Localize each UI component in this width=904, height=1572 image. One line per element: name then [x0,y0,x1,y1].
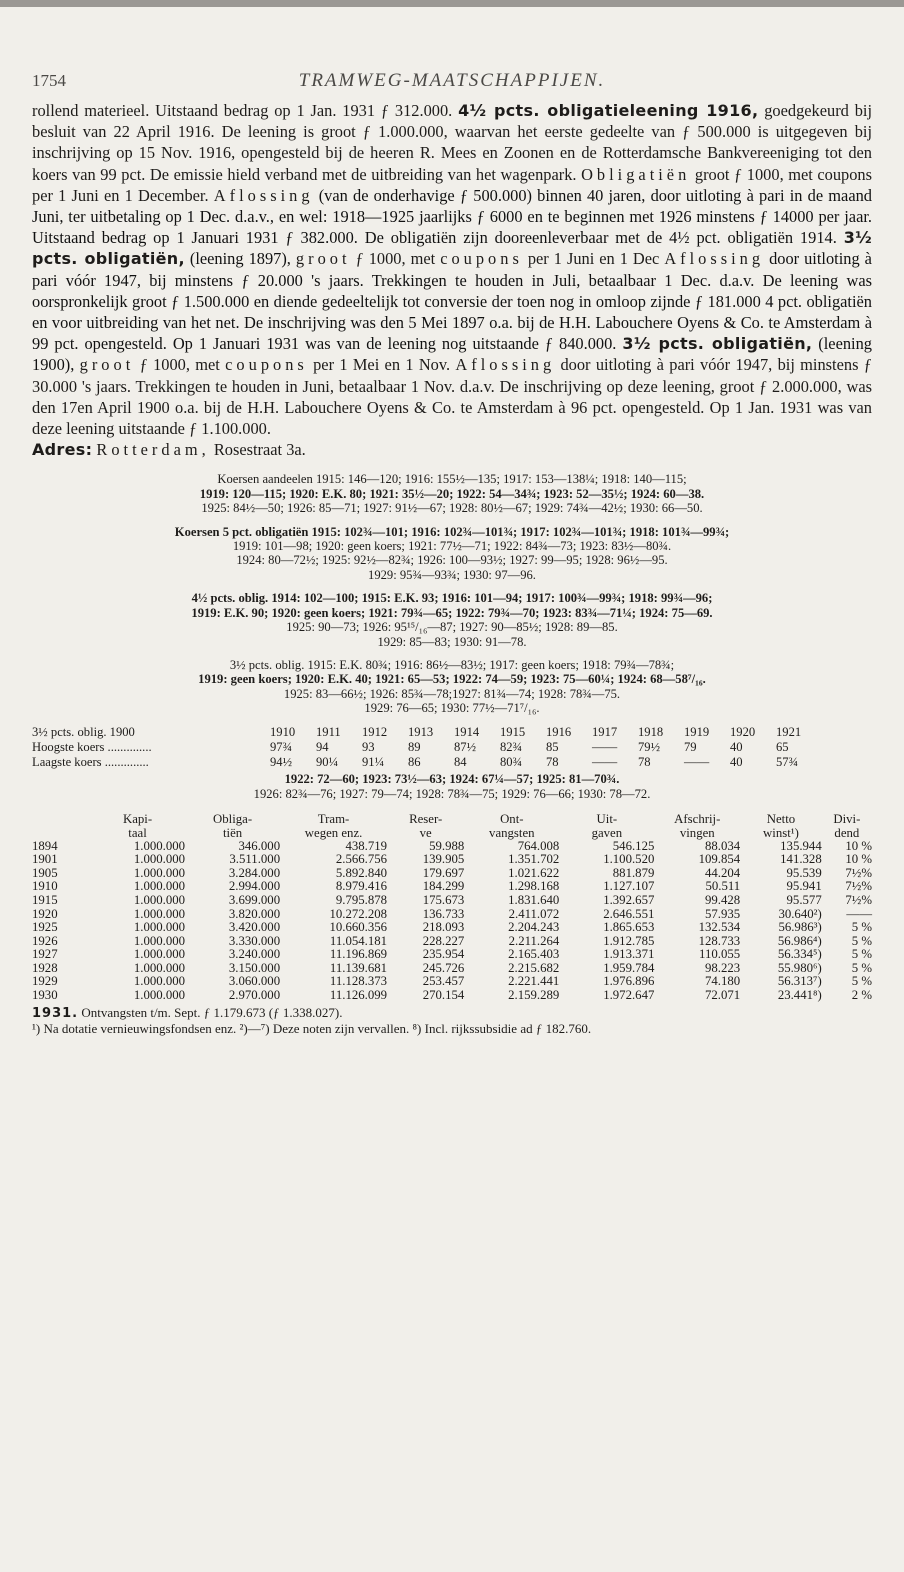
fin-value-cell: 1.972.647 [603,988,655,1003]
para-obligatien: groot ƒ 1000, met coupons per 1 Juni en 1 December. [32,164,873,205]
quote-line: Koersen 5 pct. obligatiën 1915: 102¾—101; 1916: 102¾—101¾; 1917: 102¾—101¾; 1918: 101¾—99¾; [174,524,730,539]
fin-value-cell: 270.154 [422,988,465,1003]
text-coupon-dates: per 1 Juni en 1 Dec [527,249,660,269]
fin-value-cell: 9.795.878 [335,892,388,907]
laagste-label: Laagste koers .............. [32,754,149,769]
quote-line: 1929: 76—65; 1930: 77½—71⁷/₁₆. [364,701,540,716]
financial-body [32,840,872,1003]
foot-ontvangsten: Ontvangsten t/m. Sept. ƒ 1.179.673 (ƒ 1.338.027). [81,1004,343,1020]
fin-value-cell: 3.511.000 [229,852,281,867]
fin-value-cell: 5 % [851,920,872,935]
foot-year: 1931. [32,1005,79,1021]
fin-value-cell: 141.328 [780,852,822,867]
fin-value-cell: 764.008 [517,838,560,853]
fin-value-cell: 5.892.840 [335,865,388,880]
term-groot: groot [295,249,351,269]
fin-row [32,867,872,881]
text-1000: ƒ 1000, met [355,249,436,269]
fin-value-cell: 23.441⁸) [777,988,822,1003]
value-cell: 94 [316,739,329,754]
value-cell: —— [592,754,618,769]
fin-value-cell: 44.204 [704,865,741,880]
fin-value-cell: 3.240.000 [228,947,281,962]
header-line: Kapi- [122,811,153,826]
para-1916: goedgekeurd bij besluit van 22 April 1916. De leening is groot ƒ 1.000.000, waarvan het eerste gedeelte van ƒ 500.000 is uitgegeven bij inschrijving op 15 Nov. 1916, opengesteld bij de heeren R. Mees en Zoonen en de Rotterdamsche Bankvereeniging tot den koers van 99 pct. De emissie hield verband met de uitbreiding van het wagenpark. [32,101,873,184]
fin-value-cell: 95.577 [786,892,822,907]
fin-row [32,840,872,854]
fin-value-cell: 2.204.243 [508,920,560,935]
fin-value-cell: 95.941 [786,879,822,894]
quote-line: 4½ pcts. oblig. 1914: 102—100; 1915: E.K. 93; 1916: 101—94; 1917: 100¾—99¾; 1918: 99¾—96; [191,591,713,606]
fin-value-cell: 3.330.000 [228,933,281,948]
fin-value-cell: 56.986³) [778,920,822,935]
fin-value-cell: 1.000.000 [133,906,186,921]
fin-value-cell: 3.150.000 [228,960,281,975]
fin-value-cell: 1.000.000 [133,879,186,894]
value-cell: 80¾ [500,754,523,769]
fin-value-cell: 546.125 [612,838,655,853]
page-header [32,70,872,100]
fin-value-cell: 1.392.657 [603,892,655,907]
value-cell: 79½ [638,739,661,754]
term-obligatien: Obligatiën [581,164,691,184]
year-cell: 1910 [270,724,296,739]
value-cell: 78 [638,754,651,769]
header-line: winst¹) [763,825,799,840]
oblig-1900-label: 3½ pcts. oblig. 1900 [32,724,135,739]
quote-line: 1925: 90—73; 1926: 95¹⁵/₁₆—87; 1927: 90—85½; 1928: 89—85. [286,620,618,635]
fin-value-cell: 55.980⁶) [777,960,822,975]
leening-1897: (leening 1897), [189,249,291,269]
year-cell: 1911 [316,724,341,739]
fin-value-cell: 253.457 [422,974,465,989]
fin-value-cell: 110.055 [699,947,741,962]
fin-col-header [185,812,280,840]
quote-line: 1922: 72—60; 1923: 73½—63; 1924: 67¼—57; 1925: 81—70¾. [284,771,620,786]
fin-value-cell: 184.299 [422,879,465,894]
fin-value-cell: 235.954 [422,947,465,962]
fin-value-cell: 1.000.000 [133,920,186,935]
fin-value-cell: 1.959.784 [603,960,655,975]
fin-value-cell: 1.000.000 [133,892,186,907]
fin-value-cell: —— [846,906,872,921]
fin-value-cell: 99.428 [704,892,741,907]
value-cell: 90¼ [316,754,339,769]
fin-row [32,948,872,962]
fin-value-cell: 5 % [851,933,872,948]
fin-value-cell: 8.979.416 [335,879,388,894]
value-cell: 82¾ [500,739,523,754]
fin-value-cell: 175.673 [422,892,465,907]
fin-value-cell: 1.000.000 [133,865,186,880]
value-cell: 57¾ [776,754,799,769]
fin-row [32,921,872,935]
fin-value-cell: 10 % [845,838,872,853]
fin-value-cell: 2.994.000 [228,879,281,894]
quote-line: 1929: 85—83; 1930: 91—78. [377,634,527,649]
fin-year-cell: 1927 [32,947,58,962]
heading-obligatien-1900: 3½ pcts. obligatiën, [622,334,813,354]
quote-line: 1919: 120—115; 1920: E.K. 80; 1921: 35½—20; 1922: 54—34¾; 1923: 52—35½; 1924: 60—38. [199,486,705,501]
address-label: Adres: [32,440,93,460]
fin-col-header [822,812,872,840]
oblig-1900-extra [32,772,872,802]
fin-col-header [280,812,387,840]
fin-value-cell: 7½% [845,879,872,894]
fin-value-cell: 2.165.403 [508,947,560,962]
quote-line: 3½ pcts. oblig. 1915: E.K. 80¾; 1916: 86½—83½; 1917: geen koers; 1918: 79¾—78¾; [229,657,675,672]
header-line: Netto [766,811,796,826]
value-cell: —— [592,739,618,754]
oblig-1900-table [32,725,818,770]
fin-value-cell: 228.227 [422,933,465,948]
fin-col-header [464,812,559,840]
para-1897: door uitloting à pari vóór 1947, bij minstens ƒ 20.000 's jaars. Trekkingen te houden in Juli, betaalbaar 1 Dec. d.a.v. De leening was oorspronkelijk groot ƒ 1.500.000 en diende gedeeltelijk tot conversie der toen nog in omloop zijnde ƒ 181.000 4 pct. obligatiën en voor uitbreiding van het net. De inschrijving was den 5 Mei 1897 o.a. bij de H.H. Labouchere Oyens & Co. te Amsterdam à 99 pct. opengesteld. Op 1 Januari 1931 was van de leening nog uitstaande ƒ 840.000. [32,249,872,354]
fin-value-cell: 245.726 [422,960,465,975]
heading-obligatieleening-1916: 4½ pcts. obligatieleening 1916, [458,101,759,120]
fin-value-cell: 1.976.896 [603,974,655,989]
fin-value-cell: 1.000.000 [133,852,186,867]
header-line: vangsten [489,825,535,840]
fin-value-cell: 3.699.000 [228,892,281,907]
fin-row [32,894,872,908]
year-cell: 1920 [730,724,756,739]
header-line: dend [834,825,860,840]
fin-value-cell: 7½% [845,865,872,880]
value-cell: 65 [776,739,789,754]
fin-year-cell: 1915 [32,892,58,907]
header-line: wegen enz. [304,825,363,840]
term-aflossing-1897: Aflossing [664,249,765,269]
fin-col-header [559,812,654,840]
fin-value-cell: 10 % [845,852,872,867]
fin-value-cell: 10.660.356 [329,920,388,935]
fin-value-cell: 2.411.072 [508,906,560,921]
fin-value-cell: 3.420.000 [228,920,281,935]
fin-value-cell: 72.071 [704,988,741,1003]
fin-value-cell: 2.566.756 [335,852,388,867]
fin-value-cell: 5 % [851,974,872,989]
fin-value-cell: 438.719 [345,838,388,853]
fin-value-cell: 30.640²) [778,906,822,921]
quotes-aandeelen [32,472,872,515]
fin-value-cell: 128.733 [698,933,741,948]
fin-value-cell: 11.128.373 [329,974,388,989]
fin-value-cell: 7½% [845,892,872,907]
fin-year-cell: 1926 [32,933,58,948]
header-line: Uit- [596,811,618,826]
fin-year-cell: 1894 [32,838,58,853]
quote-line: 1924: 80—72½; 1925: 92½—82¾; 1926: 100—93½; 1927: 99—95; 1928: 96½—95. [236,553,668,568]
quote-line: 1919: geen koers; 1920: E.K. 40; 1921: 65—53; 1922: 74—59; 1923: 75—60¼; 1924: 68—58⁷/₁₆. [198,672,706,687]
value-cell: 40 [730,739,743,754]
header-line: Afschrij- [674,811,721,826]
fin-row [32,853,872,867]
fin-value-cell: 5 % [851,947,872,962]
value-cell: 91¼ [362,754,385,769]
fin-value-cell: 3.060.000 [228,974,281,989]
para-rollend: rollend materieel. Uitstaand bedrag op 1 Jan. 1931 ƒ 312.000. [32,101,453,120]
year-cell: 1913 [408,724,434,739]
fin-value-cell: 132.534 [698,920,741,935]
fin-row [32,908,872,922]
fin-value-cell: 56.334⁵) [777,947,822,962]
fin-value-cell: 50.511 [705,879,741,894]
fin-row [32,880,872,894]
para-1900: door uitloting à pari vóór 1947, bij minstens ƒ 30.000 's jaars. Trekkingen te houden in Juni, betaalbaar 1 Nov. d.a.v. De inschrijving op deze leening, groot ƒ 2.000.000, was den 17en April 1900 o.a. bij de H.H. Labouchere Oyens & Co. te Amsterdam à 96 pct. opengesteld. Op 1 Jan. 1931 was van deze leening uitstaande ƒ 1.100.000. [32,355,872,439]
value-cell: 97¾ [270,739,293,754]
term-groot-1900: groot [79,355,135,375]
fin-year-cell: 1928 [32,960,58,975]
fin-year-cell: 1925 [32,920,58,935]
laagste-row [32,755,818,770]
value-cell: 87½ [454,739,477,754]
fin-value-cell: 2.215.682 [508,960,560,975]
fin-value-cell: 5 % [851,960,872,975]
fin-value-cell: 2.211.264 [508,933,560,948]
fin-value-cell: 1.912.785 [603,933,655,948]
financial-table [32,812,872,1003]
text-coupon-dates-1900: per 1 Mei en 1 Nov. [313,355,451,375]
value-cell: 79 [684,739,697,754]
quote-line: 1929: 95¾—93¾; 1930: 97—96. [368,567,536,582]
year-header [32,812,90,840]
header-line: gaven [591,825,623,840]
fin-value-cell: 2.159.289 [508,988,560,1003]
fin-year-cell: 1930 [32,988,58,1003]
fin-value-cell: 346.000 [238,838,281,853]
fin-value-cell: 881.879 [612,865,655,880]
year-cell: 1914 [454,724,480,739]
price-quotes [32,472,872,715]
fin-value-cell: 1.000.000 [133,933,186,948]
value-cell: 40 [730,754,743,769]
fin-value-cell: 2.646.551 [603,906,655,921]
scan-top-edge [0,0,904,7]
fin-col-header [740,812,822,840]
value-cell: 78 [546,754,559,769]
fin-col-header [654,812,740,840]
hoogste-label: Hoogste koers .............. [32,739,152,754]
footnotes [32,1005,872,1036]
term-coupons: coupons [440,249,523,269]
para-aflossing-1916: (van de onderhavige ƒ 500.000) binnen 40 jaren, door uitloting à pari in de maand Juni, ter uitbetaling op 1 Dec. d.a.v., en wel: 1918—1925 jaarlijks ƒ 6000 en te beginnen met 1926 minstens ƒ 14000 per jaar. Uitstaand bedrag op 1 Januari 1931 ƒ 382.000. De obligatiën zijn dooreenleverbaar met de 4½ pct. obligatiën 1914. [32,185,872,248]
quote-line: 1926: 82¾—76; 1927: 79—74; 1928: 78¾—75; 1929: 76—66; 1930: 78—72. [253,786,651,801]
page [32,70,872,1036]
fin-value-cell: 1.021.622 [508,865,560,880]
foot-notes: ¹) Na dotatie vernieuwingsfondsen enz. ²)—⁷) Deze noten zijn vervallen. ⁸) Incl. rijkssubsidie ad ƒ 182.760. [32,1020,592,1036]
fin-value-cell: 1.000.000 [133,960,186,975]
fin-value-cell: 1.127.107 [603,879,655,894]
fin-value-cell: 135.944 [780,838,822,853]
fin-value-cell: 1.351.702 [508,852,560,867]
fin-year-cell: 1929 [32,974,58,989]
financial-header-row [32,812,872,840]
text-1000-1900: ƒ 1000, met [139,355,220,375]
fin-value-cell: 1.865.653 [603,920,655,935]
fin-year-cell: 1905 [32,865,58,880]
year-cell: 1912 [362,724,388,739]
fin-value-cell: 57.935 [704,906,741,921]
value-cell: 89 [408,739,421,754]
fin-value-cell: 95.539 [786,865,822,880]
header-line: tiën [222,825,243,840]
fin-row [32,935,872,949]
fin-col-header [387,812,464,840]
fin-value-cell: 2 % [851,988,872,1003]
header-line: Reser- [409,811,443,826]
fin-year-cell: 1910 [32,879,58,894]
header-line: ve [419,825,432,840]
year-cell: 1917 [592,724,618,739]
term-coupons-1900: coupons [225,355,308,375]
running-title: TRAMWEG-MAATSCHAPPIJEN. [298,70,606,91]
fin-value-cell: 11.126.099 [329,988,388,1003]
fin-year-cell: 1920 [32,906,58,921]
value-cell: 94½ [270,754,293,769]
fin-value-cell: 88.034 [704,838,741,853]
fin-value-cell: 56.986⁴) [777,933,822,948]
fin-value-cell: 1.000.000 [133,974,186,989]
header-line: taal [128,825,147,840]
fin-value-cell: 2.970.000 [228,988,281,1003]
address-street: Rosestraat 3a. [213,440,306,460]
year-cell: 1918 [638,724,664,739]
fin-year-cell: 1901 [32,852,58,867]
fin-row [32,989,872,1003]
quotes-3half-pct-1915 [32,658,872,716]
year-cell: 1915 [500,724,526,739]
fin-value-cell: 74.180 [704,974,741,989]
fin-value-cell: 98.223 [704,960,741,975]
header-line: Obliga- [213,811,253,826]
page-number: 1754 [32,71,66,90]
fin-value-cell: 136.733 [422,906,465,921]
fin-value-cell: 10.272.208 [329,906,388,921]
fin-value-cell: 59.988 [429,838,465,853]
fin-value-cell: 179.697 [422,865,465,880]
value-cell: 86 [408,754,421,769]
header-line: Tram- [317,811,350,826]
quote-line: 1919: 101—98; 1920: geen koers; 1921: 77½—71; 1922: 84¾—73; 1923: 83½—80¾. [232,539,672,554]
fin-value-cell: 1.000.000 [133,838,186,853]
quote-line: 1925: 84½—50; 1926: 85—71; 1927: 91½—67; 1928: 80½—67; 1929: 74¾—42½; 1930: 66—50. [201,501,703,516]
quote-line: Koersen aandeelen 1915: 146—120; 1916: 155½—135; 1917: 153—138¼; 1918: 140—115; [217,472,687,487]
value-cell: 85 [546,739,559,754]
hoogste-row [32,740,818,755]
fin-row [32,962,872,976]
quotes-4half-pct [32,591,872,649]
fin-value-cell: 3.284.000 [228,865,281,880]
fin-col-header [90,812,185,840]
fin-value-cell: 139.905 [422,852,465,867]
fin-value-cell: 1.000.000 [133,947,186,962]
oblig-1900-years-row [32,725,818,740]
leening-1900: (leening 1900), [32,334,872,375]
fin-value-cell: 11.054.181 [329,933,388,948]
fin-value-cell: 3.820.000 [228,906,281,921]
header-line: Ont- [500,811,524,826]
fin-value-cell: 109.854 [698,852,741,867]
heading-obligatien-1897: 3½ pcts. obligatiën, [32,228,872,269]
term-aflossing-1900: Aflossing [455,355,556,375]
year-cell: 1921 [776,724,802,739]
fin-value-cell: 1.831.640 [508,892,560,907]
fin-value-cell: 1.298.168 [508,879,560,894]
fin-value-cell: 2.221.441 [508,974,560,989]
fin-row [32,975,872,989]
quotes-5pct [32,525,872,583]
fin-value-cell: 218.093 [422,920,465,935]
term-aflossing: Aflossing [213,185,314,205]
quote-line: 1919: E.K. 90; 1920: geen koers; 1921: 79¾—65; 1922: 79¾—70; 1923: 83¾—71¼; 1924: 75—69. [191,605,713,620]
fin-value-cell: 1.913.371 [603,947,655,962]
fin-value-cell: 11.139.681 [329,960,388,975]
body-text [32,100,872,460]
year-cell: 1916 [546,724,572,739]
fin-value-cell: 11.196.869 [329,947,388,962]
fin-value-cell: 56.313⁷) [777,974,822,989]
fin-value-cell: 1.100.520 [603,852,655,867]
fin-value-cell: 1.000.000 [133,988,186,1003]
address-city: Rotterdam, [96,440,210,460]
year-cell: 1919 [684,724,710,739]
value-cell: 93 [362,739,375,754]
header-line: Divi- [833,811,861,826]
quote-line: 1925: 83—66½; 1926: 85¾—78;1927: 81¾—74; 1928: 78¾—75. [283,686,621,701]
header-line: vingen [679,825,715,840]
value-cell: 84 [454,754,467,769]
value-cell: —— [684,754,710,769]
